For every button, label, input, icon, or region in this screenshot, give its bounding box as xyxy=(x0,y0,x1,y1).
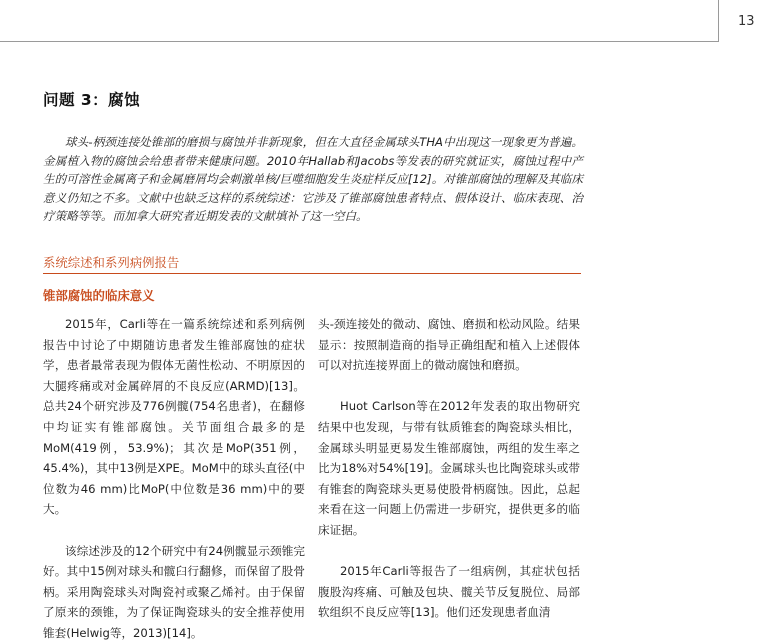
subsection-heading: 锥部腐蚀的临床意义 xyxy=(43,288,155,303)
header-horizontal-rule xyxy=(0,41,718,42)
left-paragraph-1: 2015年，Carli等在一篇系统综述和系列病例报告中讨论了中期随访患者发生锥部腐蚀的症状学，患者最常表现为假体无菌性松动、不明原因的大腿疼痛或对金属碎屑的不良反应(ARMD)[13]。总共24个研究涉及776例髋(754名患者)，在翻修中均证实有锥部腐蚀。关节面组合最多的是MoM(419例，53.9%)；其次是MoP(351例，45.4%)，其中13例是XPE。MoM中的球头直径(中位数为46 mm)比MoP(中位数是36 mm)中的要大。 xyxy=(43,317,305,517)
section-heading: 系统综述和系列病例报告 xyxy=(43,255,180,270)
left-column xyxy=(43,314,305,644)
intro-paragraph: 球头-柄颈连接处锥部的磨损与腐蚀并非新现象，但在大直径金属球头THA中出现这一现象更为普遍。金属植入物的腐蚀会给患者带来健康问题。2010年Hallab和Jacobs等发表的研究就证实，腐蚀过程中产生的可溶性金属离子和金属磨屑均会刺激单核/巨噬细胞发生炎症样反应[12]。对锥部腐蚀的理解及其临床意义仍知之不多。文献中也缺乏这样的系统综述：它涉及了锥部腐蚀患者特点、假体设计、临床表现、治疗策略等等。而加拿大研究者近期发表的文献填补了这一空白。 xyxy=(43,135,583,224)
page-number: 13 xyxy=(738,14,755,29)
left-paragraph-2: 该综述涉及的12个研究中有24例髋显示颈锥完好。其中15例对球头和髋臼行翻修，而保留了股骨柄。采用陶瓷球头对陶瓷衬或聚乙烯衬。由于保留了原来的颈锥，为了保证陶瓷球头的安全推荐使用锥套(Helwig等，2013)[14]。 xyxy=(43,543,305,640)
right-column xyxy=(318,314,580,623)
right-paragraph-2: Huot Carlson等在2012年发表的取出物研究结果中也发现，与带有钛质锥套的陶瓷球头相比，金属球头明显更易发生锥部腐蚀，两组的发生率之比为18%对54%[19]。金属球头也比陶瓷球头或带有锥套的陶瓷球头更易使股骨柄腐蚀。因此，总起来看在这一问题上仍需进一步研究，提供更多的临床证据。 xyxy=(318,399,580,537)
chapter-title: 问题 3：腐蚀 xyxy=(43,91,141,109)
header-vertical-rule xyxy=(718,0,719,42)
right-paragraph-1: 头-颈连接处的微动、腐蚀、磨损和松动风险。结果显示：按照制造商的指导正确组配和植入上述假体可以对抗连接界面上的微动腐蚀和磨损。 xyxy=(318,317,580,373)
right-paragraph-3: 2015年Carli等报告了一组病例，其症状包括腹股沟疼痛、可触及包块、髋关节反复脱位、局部软组织不良反应等[13]。他们还发现患者血清 xyxy=(318,564,580,620)
section-divider xyxy=(43,273,581,274)
